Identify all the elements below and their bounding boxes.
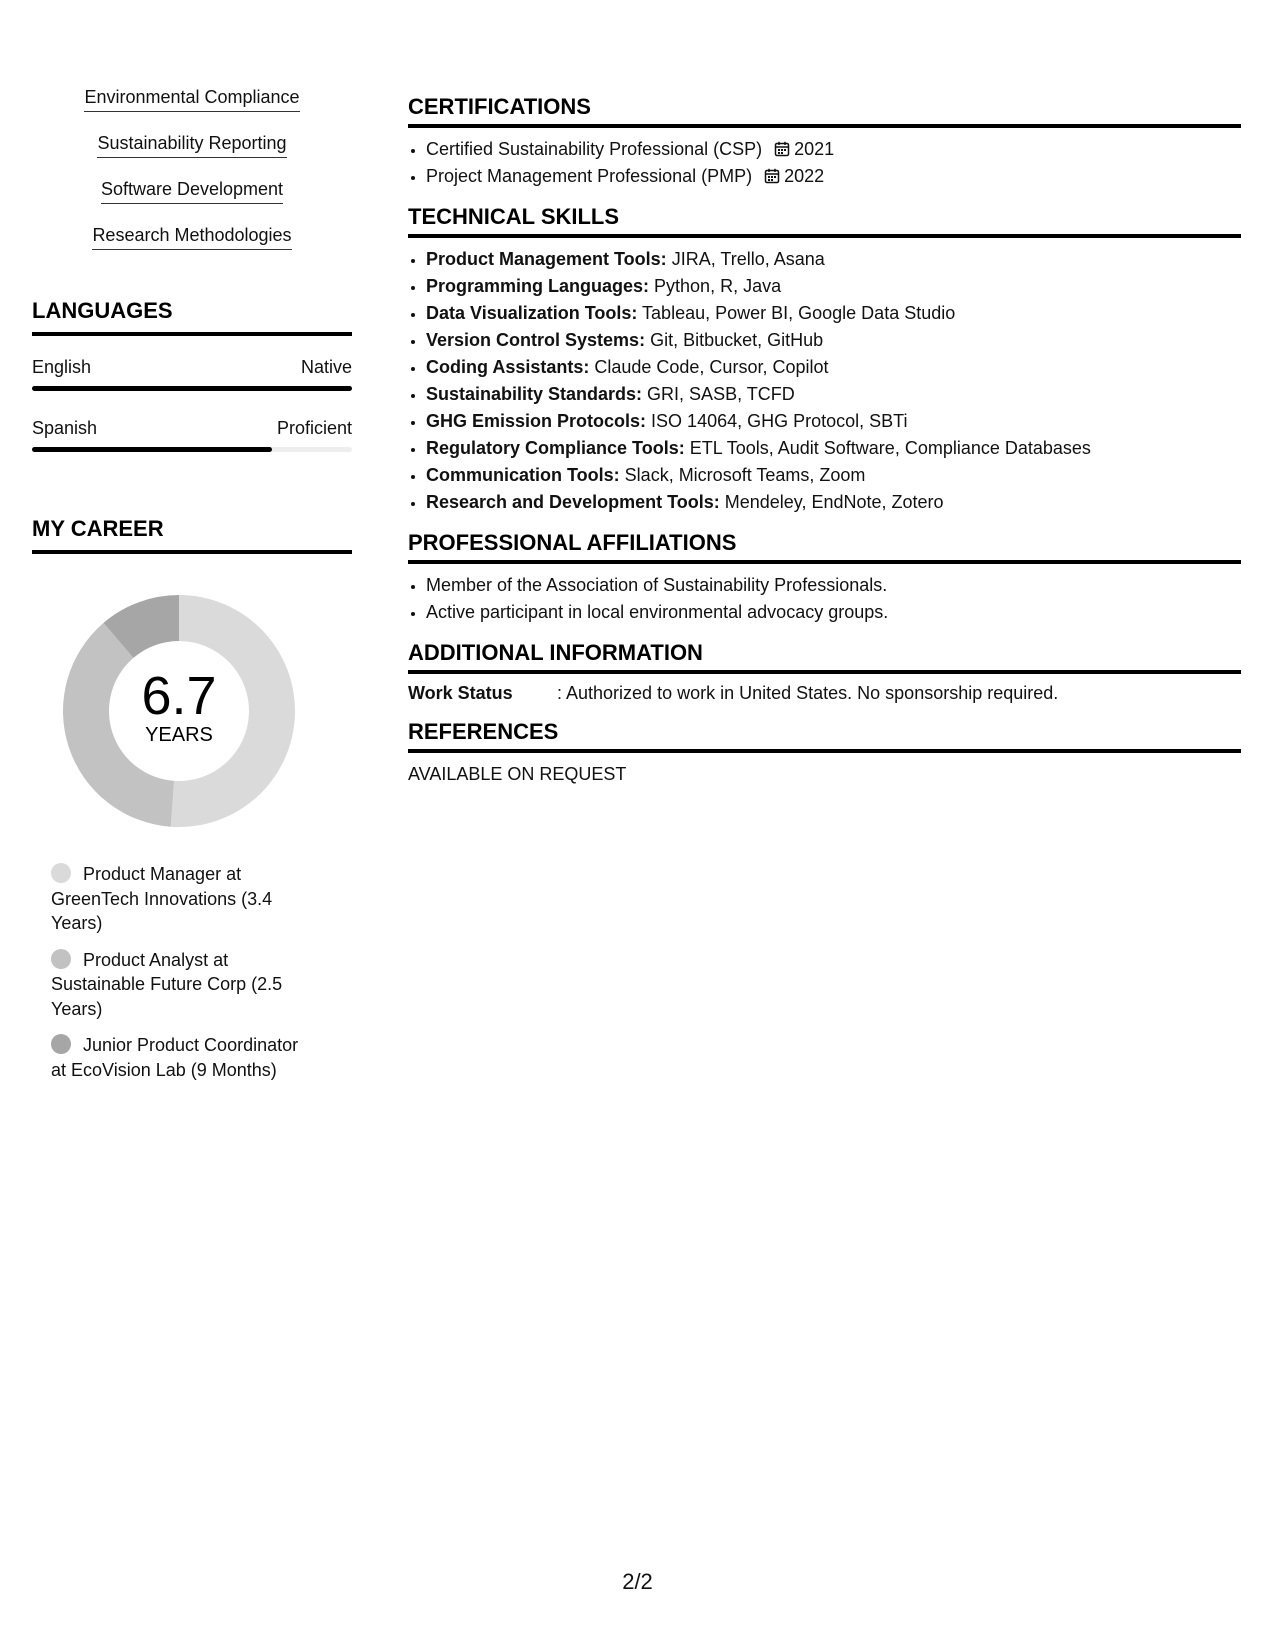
skill-item <box>426 273 1241 300</box>
career-legend-label: Product Analyst at Sustainable Future Corp (2.5 Years) <box>51 949 283 1019</box>
skill-item <box>426 354 1241 381</box>
legend-dot <box>51 863 71 883</box>
calendar-icon <box>774 141 790 157</box>
technical-skills-heading: TECHNICAL SKILLS <box>408 204 1241 238</box>
work-status-label: Work Status <box>408 683 513 703</box>
skill-category: Research and Development Tools: <box>426 492 720 512</box>
work-status-value: : Authorized to work in United States. No sponsorship required. <box>557 683 1059 703</box>
references-heading: REFERENCES <box>408 719 1241 753</box>
affiliations-heading: PROFESSIONAL AFFILIATIONS <box>408 530 1241 564</box>
career-total-unit: YEARS <box>145 724 213 746</box>
career-legend-label: Product Manager at GreenTech Innovations (3.4 Years) <box>51 864 273 933</box>
skill-values: Tableau, Power BI, Google Data Studio <box>637 303 956 323</box>
calendar-icon <box>764 168 780 184</box>
career-legend-label: Junior Product Coordinator at EcoVision Lab (9 Months) <box>51 1035 299 1080</box>
career-heading: MY CAREER <box>32 516 352 554</box>
skill-item <box>426 489 1241 516</box>
language-level: Proficient <box>276 418 352 438</box>
skill-item <box>426 435 1241 462</box>
references-text: AVAILABLE ON REQUEST <box>408 764 627 784</box>
languages-heading: LANGUAGES <box>32 298 352 336</box>
certification-year: 2021 <box>794 139 835 159</box>
skill-category: Version Control Systems: <box>426 330 646 350</box>
certification-name: Project Management Professional (PMP) <box>426 166 753 186</box>
skill-tag: Sustainability Reporting <box>97 132 286 158</box>
work-status-row <box>408 681 1241 705</box>
skill-item <box>426 462 1241 489</box>
skill-values: Claude Code, Cursor, Copilot <box>589 357 829 377</box>
references-section <box>408 719 1241 786</box>
skill-values: Python, R, Java <box>649 276 782 296</box>
affiliation-item: • Active participant in local environmental advocacy groups. <box>426 599 1241 626</box>
skill-tag: Environmental Compliance <box>84 86 299 112</box>
language-level: Native <box>300 357 352 377</box>
technical-skills-list <box>408 246 1241 516</box>
language-name: Spanish <box>32 418 98 438</box>
legend-dot <box>51 1034 71 1054</box>
affiliations-list <box>408 572 1241 626</box>
skill-item <box>426 327 1241 354</box>
skill-values: ISO 14064, GHG Protocol, SBTi <box>646 411 908 431</box>
language-row <box>32 356 352 391</box>
skill-tag: Software Development <box>101 178 283 204</box>
language-level-bar <box>32 447 352 452</box>
skill-values: GRI, SASB, TCFD <box>642 384 795 404</box>
language-level-bar <box>32 386 352 391</box>
language-level-fill <box>32 386 352 391</box>
language-row <box>32 417 352 452</box>
skill-category: Product Management Tools: <box>426 249 667 269</box>
skill-values: Git, Bitbucket, GitHub <box>645 330 824 350</box>
skill-category: Data Visualization Tools: <box>426 303 638 323</box>
skill-category: Regulatory Compliance Tools: <box>426 438 685 458</box>
additional-info-heading: ADDITIONAL INFORMATION <box>408 640 1241 674</box>
skill-tag-list <box>32 86 352 270</box>
certifications-section <box>408 94 1241 190</box>
certifications-heading: CERTIFICATIONS <box>408 94 1241 128</box>
certification-year: 2022 <box>784 166 825 186</box>
affiliation-item: • Member of the Association of Sustainability Professionals. <box>426 572 1241 599</box>
skill-item <box>426 300 1241 327</box>
career-total-years: 6.7 <box>141 666 217 726</box>
career-section <box>32 516 352 1082</box>
skill-category: Programming Languages: <box>426 276 650 296</box>
certifications-list <box>408 136 1241 190</box>
certification-item <box>426 163 1241 190</box>
page-number: 2/2 <box>622 1569 653 1594</box>
language-level-fill <box>32 447 272 452</box>
certification-item <box>426 136 1241 163</box>
languages-section <box>32 298 352 452</box>
career-legend-item <box>51 1033 316 1082</box>
legend-dot <box>51 949 71 969</box>
career-legend-item <box>51 862 316 936</box>
skill-category: GHG Emission Protocols: <box>426 411 647 431</box>
affiliations-section <box>408 530 1241 626</box>
career-legend <box>51 862 316 1082</box>
skill-category: Communication Tools: <box>426 465 620 485</box>
skill-category: Coding Assistants: <box>426 357 590 377</box>
skill-category: Sustainability Standards: <box>426 384 643 404</box>
additional-info-section <box>408 640 1241 705</box>
skill-values: ETL Tools, Audit Software, Compliance Databases <box>684 438 1091 458</box>
donut-center <box>54 586 304 836</box>
main-content <box>408 94 1241 786</box>
career-legend-item <box>51 948 316 1022</box>
skill-item <box>426 408 1241 435</box>
skill-item <box>426 246 1241 273</box>
skill-values: Slack, Microsoft Teams, Zoom <box>619 465 866 485</box>
language-name: English <box>32 357 92 377</box>
skill-values: JIRA, Trello, Asana <box>666 249 825 269</box>
career-donut-chart <box>54 586 304 836</box>
sidebar <box>32 86 352 1094</box>
skill-values: Mendeley, EndNote, Zotero <box>719 492 944 512</box>
skill-tag: Research Methodologies <box>92 224 291 250</box>
technical-skills-section <box>408 204 1241 516</box>
certification-name: Certified Sustainability Professional (CSP) <box>426 139 763 159</box>
skill-item <box>426 381 1241 408</box>
